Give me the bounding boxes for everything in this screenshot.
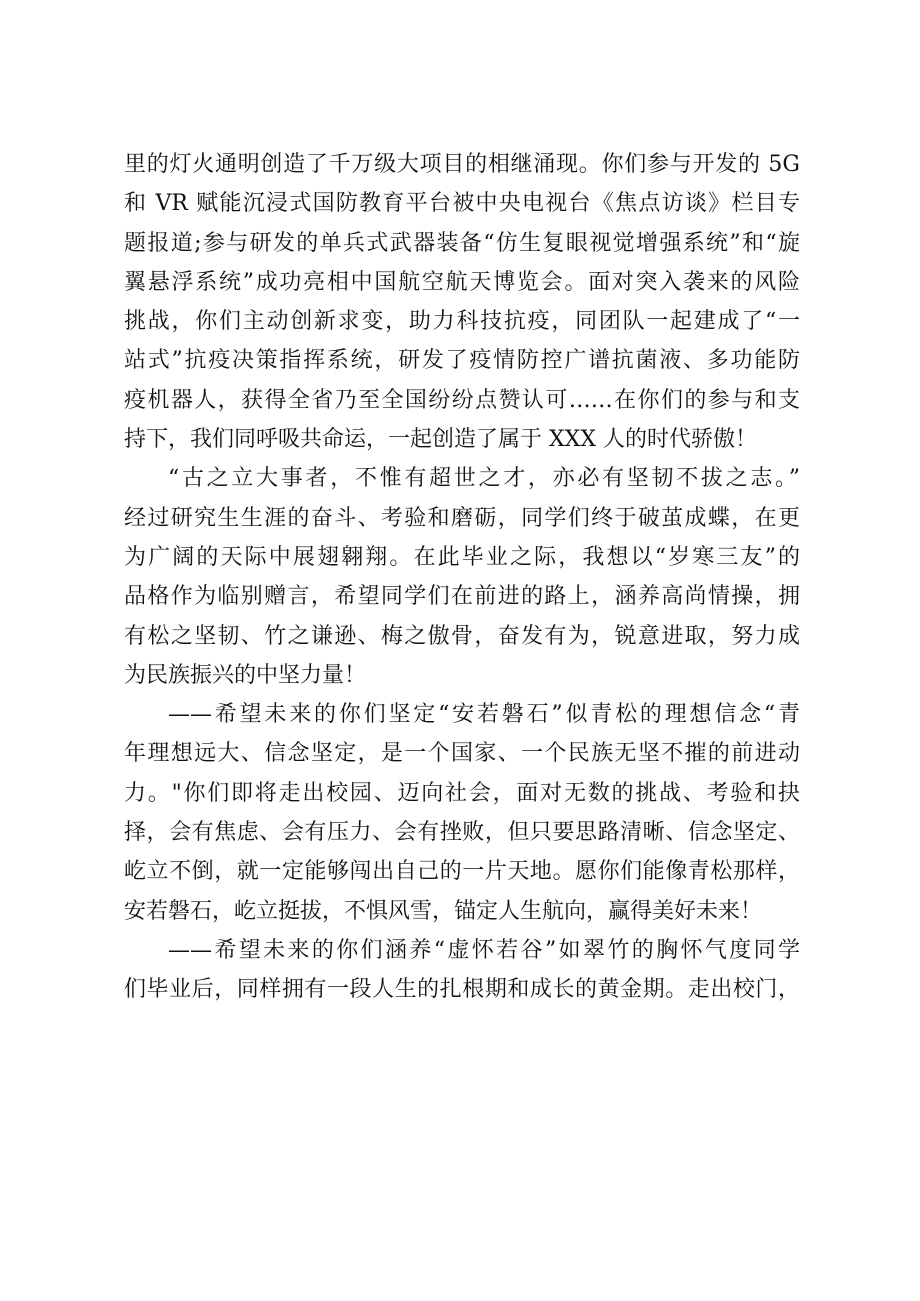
text-line: 里的灯火通明创造了千万级大项目的相继涌现。你们参与开发的 5G xyxy=(124,152,800,177)
text-line: 屹立不倒，就一定能够闯出自己的一片天地。愿你们能像青松那样， xyxy=(124,859,800,885)
text-line: 年理想远大、信念坚定，是一个国家、一个民族无坚不摧的前进动 xyxy=(124,741,800,767)
text-line: 挑战，你们主动创新求变，助力科技抗疫，同团队一起建成了“一 xyxy=(124,309,800,335)
text-line: 品格作为临别赠言，希望同学们在前进的路上，涵养高尚情操，拥 xyxy=(124,584,800,610)
text-line: 为民族振兴的中坚力量！ xyxy=(124,662,367,688)
text-line: ——希望未来的你们坚定“安若磐石”似青松的理想信念“青 xyxy=(168,702,800,728)
text-line: “古之立大事者，不惟有超世之才，亦必有坚韧不拔之志。” xyxy=(168,466,800,492)
text-line: 疫机器人，获得全省乃至全国纷纷点赞认可……在你们的参与和支 xyxy=(124,387,800,413)
text-line: ——希望未来的你们涵养“虚怀若谷”如翠竹的胸怀气度同学 xyxy=(168,937,800,963)
paragraph-farewell-quote xyxy=(124,459,800,695)
text-line: 站式”抗疫决策指挥系统，研发了疫情防控广谱抗菌液、多功能防 xyxy=(124,348,800,374)
paragraph-pine xyxy=(124,695,800,931)
document-body xyxy=(124,145,800,1010)
text-line: 们毕业后，同样拥有一段人生的扎根期和成长的黄金期。走出校门， xyxy=(124,977,800,1003)
paragraph-bamboo xyxy=(124,931,800,1010)
text-line: 力。"你们即将走出校园、迈向社会，面对无数的挑战、考验和抉 xyxy=(124,780,800,806)
text-line: 持下，我们同呼吸共命运，一起创造了属于 XXX 人的时代骄傲！ xyxy=(124,427,757,453)
text-line: 为广阔的天际中展翅翱翔。在此毕业之际，我想以“岁寒三友”的 xyxy=(124,544,800,570)
text-line: 安若磐石，屹立挺拔，不惧风雪，锚定人生航向，赢得美好未来！ xyxy=(124,898,763,924)
paragraph-achievements xyxy=(124,145,800,459)
text-line: 和 VR 赋能沉浸式国防教育平台被中央电视台《焦点访谈》栏目专 xyxy=(124,191,800,217)
text-line: 有松之坚韧、竹之谦逊、梅之傲骨，奋发有为，锐意进取，努力成 xyxy=(124,623,800,649)
text-line: 经过研究生生涯的奋斗、考验和磨砺，同学们终于破茧成蝶，在更 xyxy=(124,505,800,531)
text-line: 翼悬浮系统”成功亮相中国航空航天博览会。面对突入袭来的风险 xyxy=(124,269,800,295)
text-line: 题报道;参与研发的单兵式武器装备“仿生复眼视觉增强系统”和“旋 xyxy=(124,230,800,256)
text-line: 择，会有焦虑、会有压力、会有挫败，但只要思路清晰、信念坚定、 xyxy=(124,820,800,846)
